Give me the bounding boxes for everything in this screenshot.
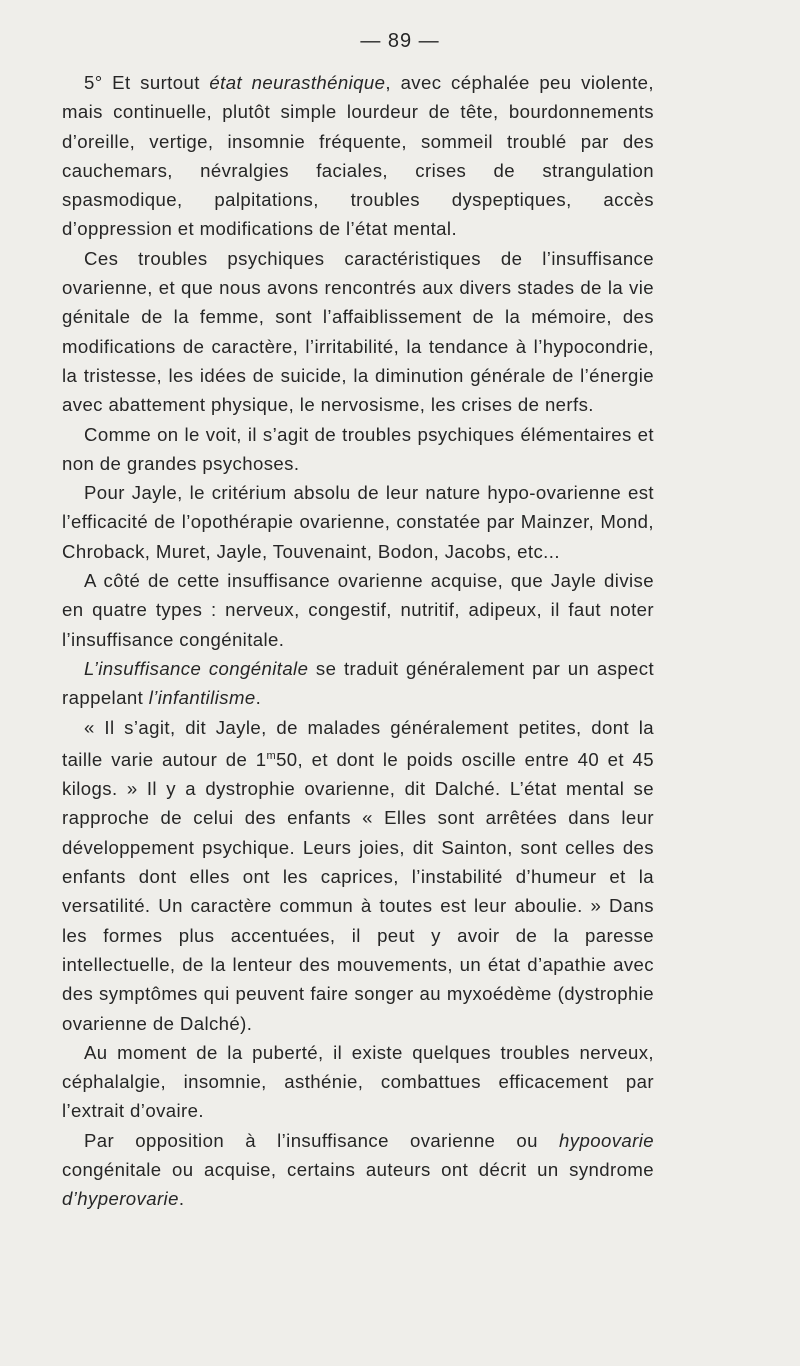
italic-term: hypoovarie [559,1129,654,1151]
paragraph-neurasthenic-state [62,68,654,244]
italic-term: d’hyperovarie [62,1188,179,1210]
text-run: Par opposition à l’insuffisance ovarienne ou [84,1129,560,1151]
italic-term: état neurasthénique [209,72,386,93]
paragraph-puberty: Au moment de la puberté, il existe quelques troubles nerveux, céphalalgie, insomnie, asthénie, combattues efficacement par l’extrait d’ovaire. [62,1041,654,1122]
text-run: 5° Et surtout [84,72,210,93]
paragraph-hyperovarie [62,1126,654,1214]
text-run: « Il s’agit, dit Jayle, de malades généralement petites, dont la taille varie autour de 1 [62,716,654,770]
unit-superscript: m [266,749,277,762]
italic-term: l’infantilisme [148,687,256,709]
text-run: . [255,687,262,709]
paragraph-jayle-criterium: Pour Jayle, le critérium absolu de leur nature hypo-ovarienne est l’efficacité de l’opothérapie ovarienne, constatée par Mainzer, Mond, Chroback, Muret, Jayle, Touvenaint, Bodon, Jacobs, etc... [62,482,654,562]
text-run: 50, et dont le poids oscille entre 40 et 45 kilogs. » Il y a dystrophie ovarienne, dit Dalché. L’état mental se rapproche de celui des enfants « Elles sont arrêtées dans leur développement psychique. Leurs joies, dit Sainton, sont celles des enfants dont elles ont les caprices, l’instabilité d’humeur et la versatilité. Un caractère commun à toutes est leur aboulie. » Dans les formes plus accentuées, il peut y avoir de la paresse intellectuelle, de la lenteur des mouvements, un état d’apathie avec des symptômes qui peuvent faire songer au myxoédème (dystrophie ovarienne de Dalché). [62,748,654,1034]
text-run: . [178,1188,185,1210]
paragraph-jayle-quote [62,713,654,1038]
paragraph-congenital-insufficiency [62,654,654,713]
text-run: , avec céphalée peu violente, mais continuelle, plutôt simple lourdeur de tête, bourdonnements d’oreille, vertige, insomnie fréquente, sommeil troublé par des cauchemars, névralgies faciales, crises de strangulation spasmodique, palpitations, troubles dyspeptiques, accès d’oppression et modifications de l’état mental. [62,72,654,240]
paragraph-acquired-insufficiency: A côté de cette insuffisance ovarienne acquise, que Jayle divise en quatre types : nerveux, congestif, nutritif, adipeux, il faut noter l’insuffisance congénitale. [62,570,654,650]
text-run: se traduit généralement par un aspect rappelant [62,657,655,709]
paragraph-psychic-troubles: Ces troubles psychiques caractéristiques de l’insuffisance ovarienne, et que nous avons rencontrés aux divers stades de la vie génitale de la femme, sont l’affaiblissement de la mémoire, des modifications de caractère, l’irritabilité, la tendance à l’hypocondrie, la tristesse, les idées de suicide, la diminution générale de l’énergie avec abattement physique, le nervosisme, les crises de nerfs. [62,247,654,416]
text-run: congénitale ou acquise, certains auteurs ont décrit un syndrome [62,1158,654,1180]
page-number: — 89 — [360,30,440,52]
paragraph-elementary-troubles: Comme on le voit, il s’agit de troubles psychiques élémentaires et non de grandes psychoses. [62,423,654,474]
page-body [62,68,654,1214]
italic-term: L’insuffisance congénitale [84,657,309,679]
